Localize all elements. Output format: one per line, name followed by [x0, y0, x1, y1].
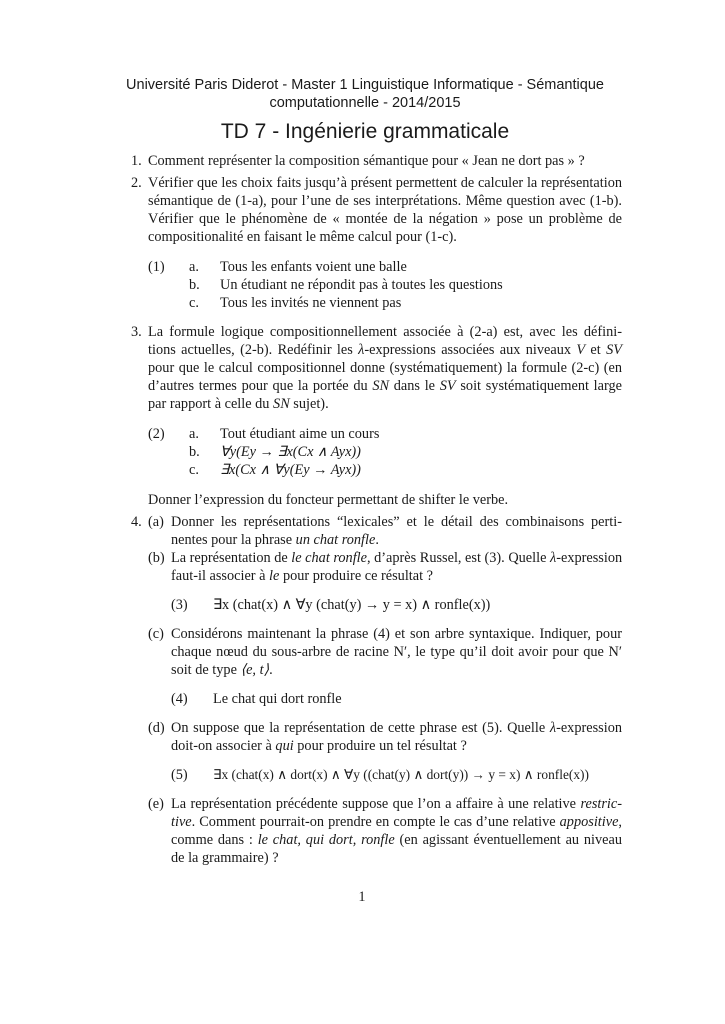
question-3-line-1: La formule logique compositionnellement associée à (2-a) est, avec les défini- [148, 324, 622, 340]
question-3-line-2: tions actuelles, (2-b). Redéfinir les λ-expressions associées aux niveaux V et SV [148, 342, 622, 358]
example-5-formula: ∃x (chat(x) ∧ dort(x) ∧ ∀y ((chat(y) ∧ dort(y)) → y = x) ∧ ronfle(x)) [213, 767, 589, 782]
question-2-line-3: Vérifier que le phénomène de « montée de la négation » pose un problème de [148, 211, 622, 227]
question-3-line-3: pour que le calcul compositionnel donne (systématiquement) la formule (2-c) (en [148, 360, 622, 376]
question-4e-line-3: comme dans : le chat, qui dort, ronfle (en agissant éventuellement au niveau [171, 832, 622, 848]
question-4e-line-1: La représentation précédente suppose que l’on a affaire à une relative restric- [171, 796, 622, 812]
example-3-formula: ∃x (chat(x) ∧ ∀y (chat(y) → y = x) ∧ ronfle(x)) [213, 597, 491, 613]
example-2-formula-c: ∃x(Cx ∧ ∀y(Ey → Ayx)) [220, 462, 361, 478]
example-2-letter-a: a. [189, 426, 199, 442]
example-4-label: (4) [171, 691, 188, 707]
question-4a-line-1: Donner les représentations “lexicales” et le détail des combinaisons perti- [171, 514, 622, 530]
example-1-letter-b: b. [189, 277, 200, 293]
page-number: 1 [358, 889, 366, 905]
question-2-line-2: sémantique de (1-a), pour l’une de ses interprétations. Même question avec (1-b). [148, 193, 622, 209]
example-2-item-a: Tout étudiant aime un cours [220, 426, 380, 442]
question-4d-line-2: doit-on associer à qui pour produire un tel résultat ? [171, 738, 467, 754]
header-line-1: Université Paris Diderot - Master 1 Linguistique Informatique - Sémantique [126, 77, 604, 93]
header-line-2: computationnelle - 2014/2015 [269, 95, 461, 111]
question-4a-line-2: nentes pour la phrase un chat ronfle. [171, 532, 379, 548]
question-2-line-1: Vérifier que les choix faits jusqu’à présent permettent de calculer la représentation [148, 175, 622, 191]
question-4e-line-4: de la grammaire) ? [171, 850, 279, 866]
question-1-text: Comment représenter la composition sémantique pour « Jean ne dort pas » ? [148, 153, 585, 169]
example-1-letter-c: c. [189, 295, 199, 311]
question-4b-line-1: La représentation de le chat ronfle, d’après Russel, est (3). Quelle λ-expression [171, 550, 623, 566]
question-3-line-4: d’autres termes pour que la portée du SN dans le SV soit systématiquement large [148, 378, 623, 394]
question-4e-label: (e) [148, 796, 164, 812]
question-4a-label: (a) [148, 514, 164, 530]
question-2-number: 2. [131, 175, 142, 191]
question-4d-label: (d) [148, 720, 165, 736]
example-1-item-a: Tous les enfants voient une balle [220, 259, 407, 275]
question-4b-line-2: faut-il associer à le pour produire ce résultat ? [171, 568, 434, 584]
example-3-label: (3) [171, 597, 188, 613]
question-3-line-5: par rapport à celle du SN sujet). [148, 396, 329, 412]
question-3-number: 3. [131, 324, 142, 340]
question-4c-label: (c) [148, 626, 164, 642]
example-1-item-c: Tous les invités ne viennent pas [220, 295, 402, 311]
question-4c-line-3: soit de type ⟨e, t⟩. [171, 662, 273, 678]
course-header [100, 76, 630, 112]
example-1-label: (1) [148, 259, 165, 275]
question-4-number: 4. [131, 514, 142, 530]
question-4c-line-2: chaque nœud du sous-arbre de racine N′, le type qu’il doit avoir pour que N′ [171, 644, 622, 660]
example-4-text: Le chat qui dort ronfle [213, 691, 342, 707]
example-2-letter-b: b. [189, 444, 200, 460]
question-1-number: 1. [131, 153, 142, 169]
question-4e-line-2: tive. Comment pourrait-on prendre en compte le cas d’une relative appositive, [171, 814, 622, 830]
question-4b-label: (b) [148, 550, 165, 566]
example-1-item-b: Un étudiant ne répondit pas à toutes les questions [220, 277, 503, 293]
example-2-label: (2) [148, 426, 165, 442]
example-2-letter-c: c. [189, 462, 199, 478]
page-title: TD 7 - Ingénierie grammaticale [220, 120, 510, 143]
question-2-line-4: compositionalité en faisant le même calcul pour (1-c). [148, 229, 457, 245]
example-1-letter-a: a. [189, 259, 199, 275]
question-3-follow-up: Donner l’expression du foncteur permettant de shifter le verbe. [148, 492, 509, 508]
example-2-formula-b: ∀y(Ey → ∃x(Cx ∧ Ayx)) [220, 444, 361, 460]
question-4d-line-1: On suppose que la représentation de cette phrase est (5). Quelle λ-expression [171, 720, 622, 736]
question-4c-line-1: Considérons maintenant la phrase (4) et son arbre syntaxique. Indiquer, pour [171, 626, 622, 642]
example-5-label: (5) [171, 767, 188, 783]
